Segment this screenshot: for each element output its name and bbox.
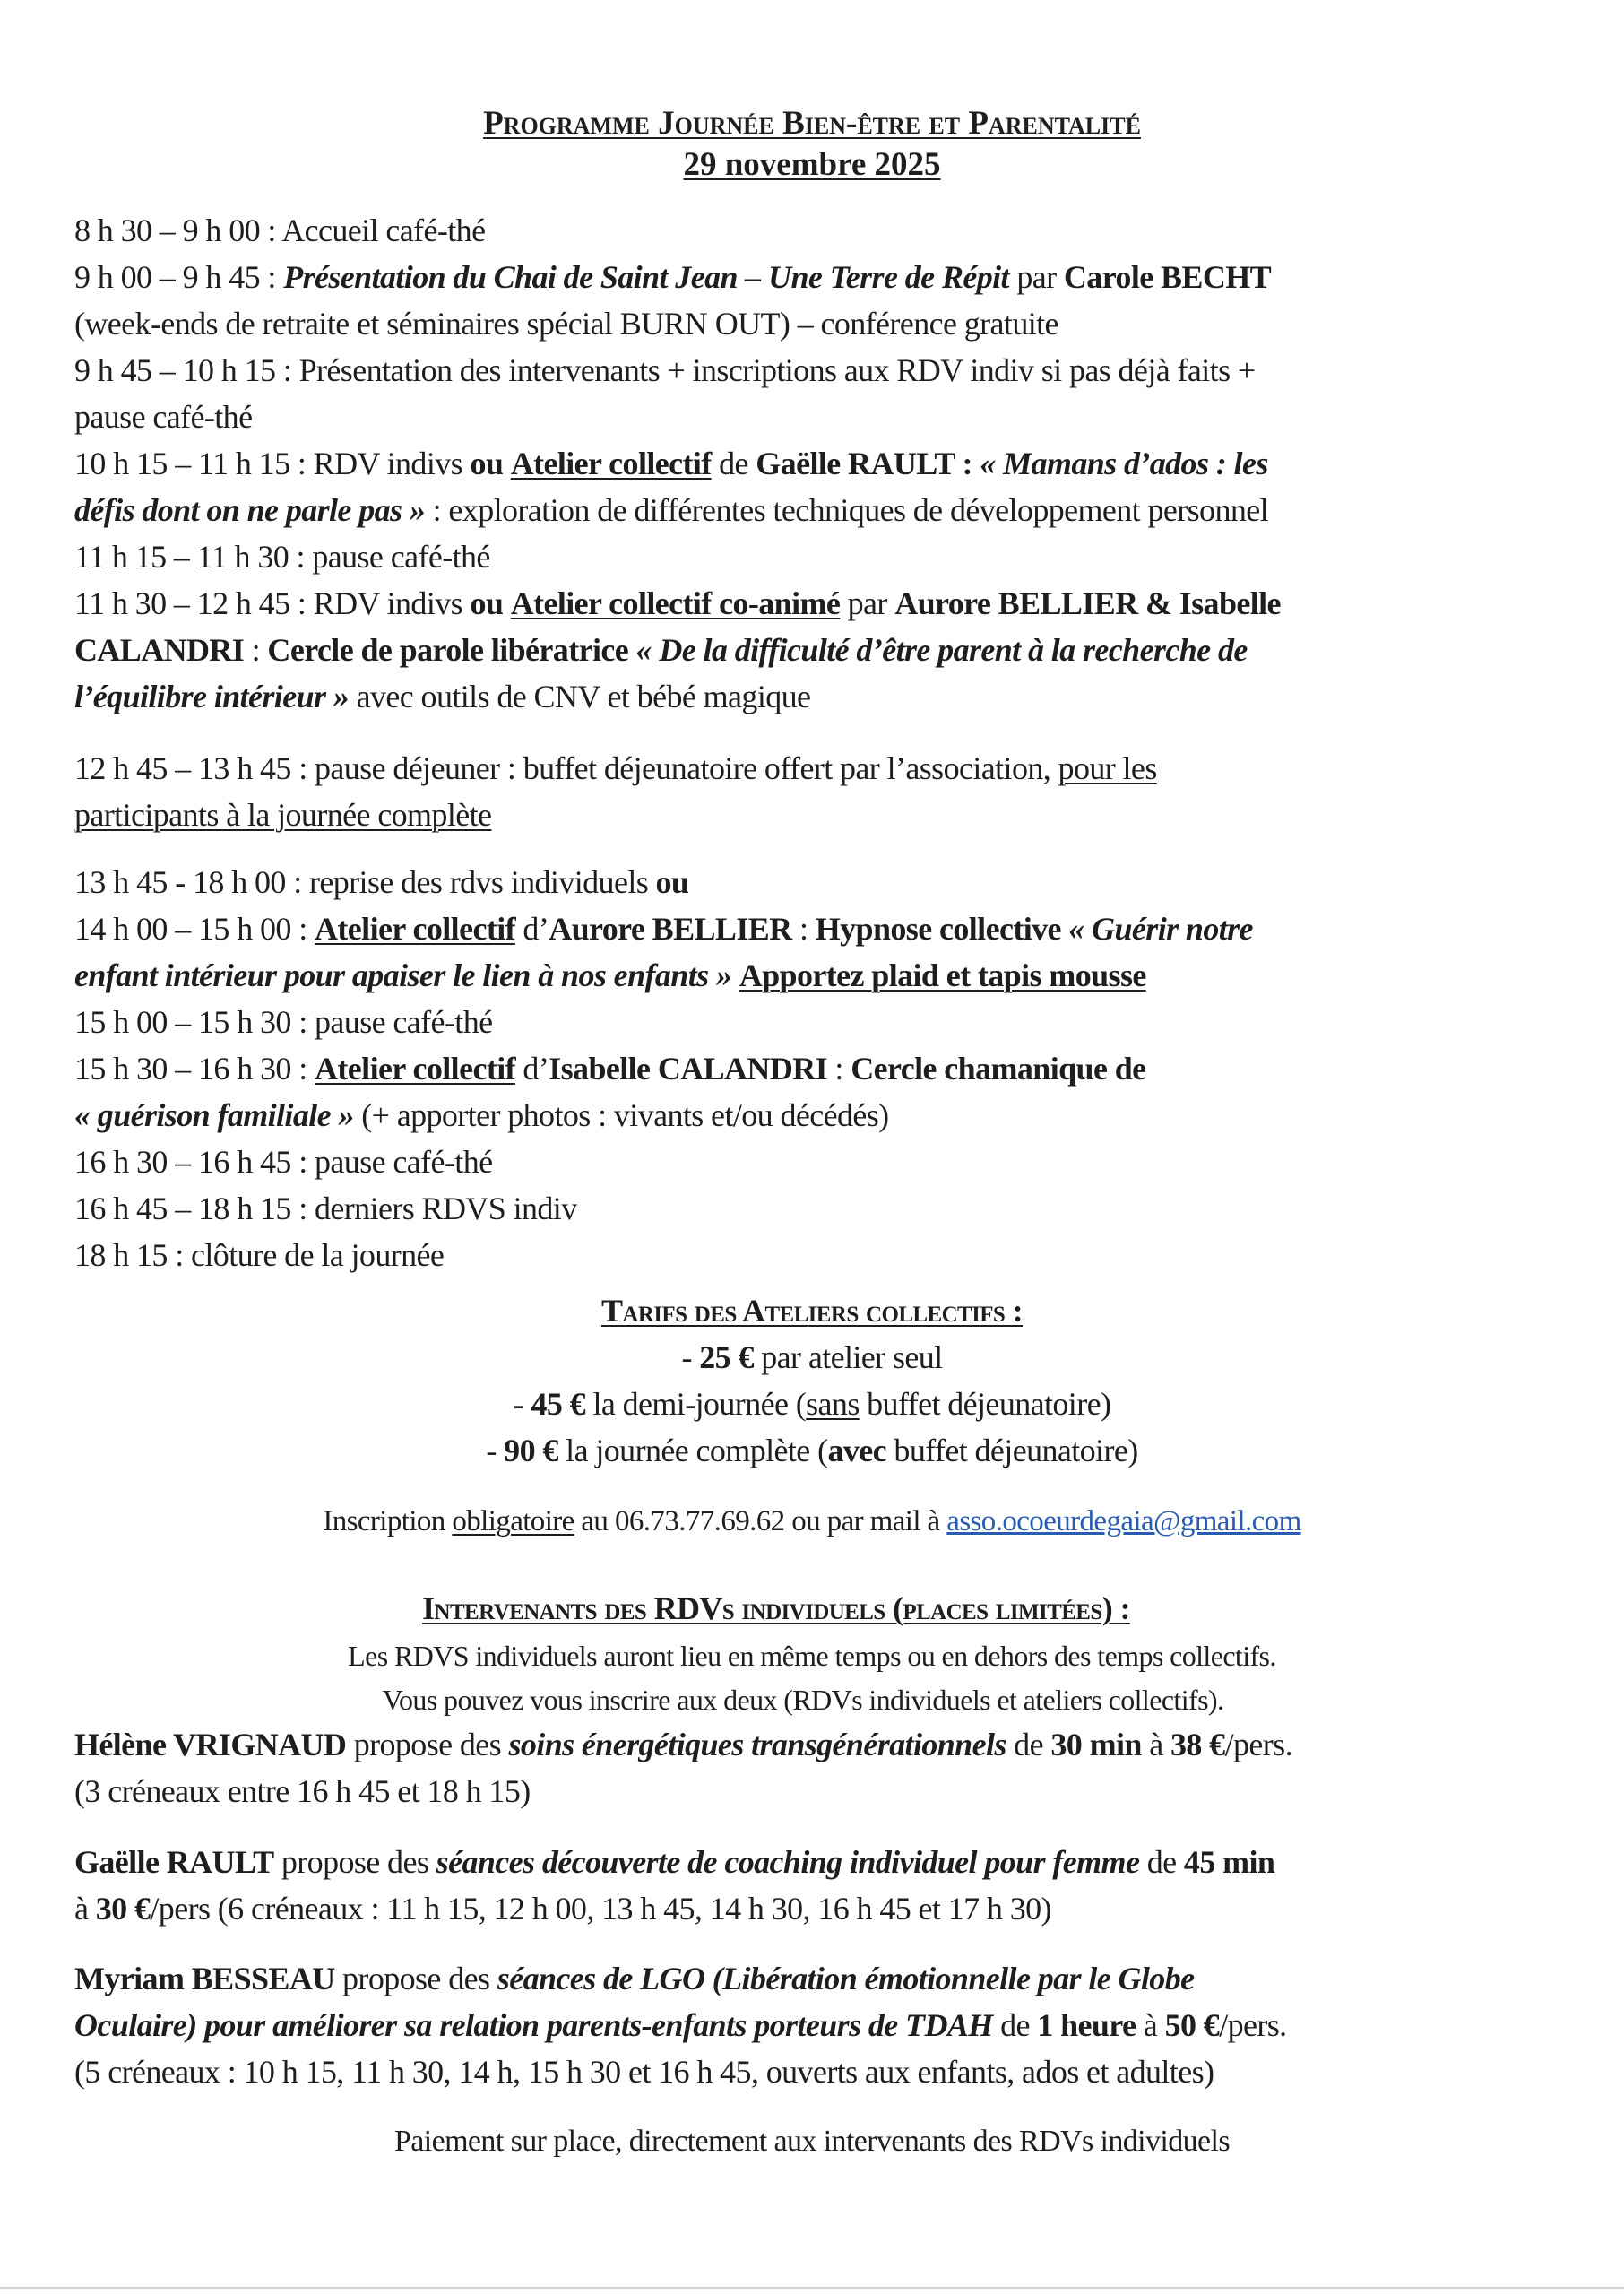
tarif-item xyxy=(0,1384,1624,1424)
connector-ou: ou xyxy=(655,864,689,900)
practitioner-entry-continued xyxy=(74,2005,1464,2045)
activity: pause déjeuner : buffet déjeunatoire offert par l’association, xyxy=(315,750,1058,786)
inscription-text: au 06.73.77.69.62 ou par mail à xyxy=(574,1505,947,1537)
speaker-name: CALANDRI xyxy=(74,632,245,668)
atelier-label: Atelier collectif xyxy=(315,911,516,947)
activity: RDV indivs xyxy=(313,585,471,621)
schedule-item-continued xyxy=(74,795,1464,835)
connector: de xyxy=(711,446,756,481)
duration: 30 min xyxy=(1050,1727,1142,1762)
price: 30 € xyxy=(95,1891,151,1927)
time-slot: 11 h 30 – 12 h 45 : xyxy=(74,585,314,621)
tarif-description: buffet déjeunatoire) xyxy=(886,1433,1138,1468)
practitioner-entry xyxy=(74,1725,1464,1764)
schedule-item xyxy=(74,1049,1464,1088)
tarif-sans: sans xyxy=(806,1386,860,1422)
schedule-item xyxy=(74,444,1464,483)
tarif-item xyxy=(0,1338,1624,1377)
tarifs-heading xyxy=(0,1291,1624,1330)
schedule-item xyxy=(74,1142,1464,1182)
connector-ou: ou xyxy=(470,585,504,621)
payment-note xyxy=(0,2122,1624,2161)
schedule-item-continued xyxy=(74,630,1464,670)
schedule-item xyxy=(74,1002,1464,1042)
tarif-item xyxy=(0,1431,1624,1470)
colon: : xyxy=(791,911,816,947)
slots-text: /pers (6 créneaux : 11 h 15, 12 h 00, 13 h 45, 14 h 30, 16 h 45 et 17 h 30) xyxy=(150,1891,1051,1927)
workshop-title: défis dont on ne parle pas » xyxy=(74,492,426,528)
underlined-note: pour les xyxy=(1058,750,1157,786)
schedule-item xyxy=(74,862,1464,902)
activity: Présentation des intervenants + inscriptions aux RDV indiv si pas déjà faits + xyxy=(298,352,1256,388)
workshop-title: « Mamans d’ados : les xyxy=(980,446,1268,481)
slots-text: (3 créneaux entre 16 h 45 et 18 h 15) xyxy=(74,1773,531,1809)
tarif-description: la journée complète ( xyxy=(557,1433,828,1468)
activity: (+ apporter photos : vivants et/ou décédés) xyxy=(353,1097,889,1133)
connector: par xyxy=(1008,259,1064,295)
schedule-item xyxy=(74,351,1464,390)
space xyxy=(503,585,510,621)
time-slot: 16 h 30 – 16 h 45 : xyxy=(74,1144,315,1180)
offer-title: Oculaire) pour améliorer sa relation parents-enfants porteurs de TDAH xyxy=(74,2007,993,2043)
time-slot: 15 h 30 – 16 h 30 : xyxy=(74,1051,315,1087)
unit: /pers. xyxy=(1224,1727,1292,1762)
workshop-title: « guérison familiale » xyxy=(74,1097,354,1133)
practitioner-entry xyxy=(74,1959,1464,1998)
colon: : xyxy=(244,632,268,668)
activity: RDV indivs xyxy=(313,446,471,481)
speaker-name: Gaëlle RAULT xyxy=(756,446,955,481)
page-title xyxy=(0,104,1624,143)
connector: à xyxy=(1136,2007,1165,2043)
offer-title: soins énergétiques transgénérationnels xyxy=(508,1727,1006,1762)
underlined-note: participants à la journée complète xyxy=(74,797,492,833)
duration: 45 min xyxy=(1183,1844,1275,1880)
date-text: 29 novembre 2025 xyxy=(683,146,941,183)
workshop-title: enfant intérieur pour apaiser le lien à nos enfants » xyxy=(74,957,732,993)
workshop-title: « De la difficulté d’être parent à la recherche de xyxy=(628,632,1248,668)
space xyxy=(731,957,739,993)
activity: (week-ends de retraite et séminaires spécial BURN OUT) – conférence gratuite xyxy=(74,306,1058,342)
time-slot: 11 h 15 – 11 h 30 : xyxy=(74,539,313,575)
note-text: Les RDVS individuels auront lieu en même temps ou en dehors des temps collectifs. xyxy=(348,1640,1276,1672)
atelier-label: Atelier collectif co-animé xyxy=(510,585,841,621)
scan-edge-divider xyxy=(0,2287,1624,2289)
title-text: Programme Journée Bien-être et Parentalité xyxy=(483,105,1141,142)
time-slot: 10 h 15 – 11 h 15 : xyxy=(74,446,314,481)
atelier-label: Atelier collectif xyxy=(315,1051,516,1087)
practitioner-slots xyxy=(74,1771,1464,1811)
dash: - xyxy=(486,1433,505,1468)
activity: reprise des rdvs individuels xyxy=(309,864,656,900)
event-date xyxy=(0,145,1624,185)
tarif-description: buffet déjeunatoire) xyxy=(859,1386,1111,1422)
colon: : xyxy=(827,1051,851,1087)
time-slot: 15 h 00 – 15 h 30 : xyxy=(74,1004,315,1040)
time-slot: 16 h 45 – 18 h 15 : xyxy=(74,1191,315,1226)
bring-items-note: Apportez plaid et tapis mousse xyxy=(739,957,1146,993)
schedule-item xyxy=(74,1235,1464,1275)
price: 90 € xyxy=(504,1433,558,1468)
connector: à xyxy=(74,1891,96,1927)
time-slot: 13 h 45 - 18 h 00 : xyxy=(74,864,309,900)
activity: avec outils de CNV et bébé magique xyxy=(349,679,811,714)
workshop-topic: Hypnose collective xyxy=(815,911,1061,947)
duration: 1 heure xyxy=(1037,2007,1136,2043)
price: 50 € xyxy=(1164,2007,1220,2043)
price: 38 € xyxy=(1170,1727,1225,1762)
inscription-line xyxy=(0,1502,1624,1541)
connector: d’ xyxy=(515,1051,549,1087)
obligatoire-text: obligatoire xyxy=(452,1505,574,1537)
tarifs-heading-text: Tarifs des Ateliers collectifs : xyxy=(600,1293,1023,1329)
speaker-name: Aurore BELLIER & Isabelle xyxy=(894,585,1281,621)
tarif-avec: avec xyxy=(827,1433,887,1468)
talk-title: Présentation du Chai de Saint Jean – Une Terre de Répit xyxy=(283,259,1009,295)
practitioner-slots xyxy=(74,2052,1464,2091)
space xyxy=(503,446,510,481)
schedule-item xyxy=(74,909,1464,948)
schedule-item xyxy=(74,584,1464,623)
payment-text: Paiement sur place, directement aux intervenants des RDVs individuels xyxy=(393,2125,1231,2158)
workshop-title: l’équilibre intérieur » xyxy=(74,679,350,714)
speaker-name: Aurore BELLIER xyxy=(549,911,792,947)
schedule-item xyxy=(74,749,1464,788)
tarif-description: la demi-journée ( xyxy=(585,1386,807,1422)
dash: - xyxy=(513,1386,531,1422)
time-slot: 9 h 45 – 10 h 15 : xyxy=(74,352,299,388)
note-text: Vous pouvez vous inscrire aux deux (RDVs individuels et ateliers collectifs). xyxy=(382,1684,1224,1716)
connector: de xyxy=(1006,1727,1051,1762)
tarif-description: par atelier seul xyxy=(753,1339,943,1375)
schedule-item-continued xyxy=(74,956,1464,995)
schedule-item xyxy=(74,537,1464,576)
time-slot: 12 h 45 – 13 h 45 : xyxy=(74,750,315,786)
workshop-topic: Cercle de parole libératrice xyxy=(267,632,629,668)
activity: pause café-thé xyxy=(312,539,490,575)
workshop-title: « Guérir notre xyxy=(1060,911,1253,947)
schedule-item-continued xyxy=(74,397,1464,437)
practitioner-entry xyxy=(74,1842,1464,1882)
connector: de xyxy=(992,2007,1038,2043)
connector: à xyxy=(1141,1727,1170,1762)
connector: par xyxy=(840,585,895,621)
intervenants-note xyxy=(0,1680,1615,1719)
offer-title: séances de LGO (Libération émotionnelle par le Globe xyxy=(497,1961,1195,1996)
inscription-text: Inscription xyxy=(323,1505,453,1537)
offer-title: séances découverte de coaching individuel pour femme xyxy=(436,1844,1140,1880)
schedule-item-continued xyxy=(74,490,1464,530)
activity: pause café-thé xyxy=(74,399,253,435)
price: 45 € xyxy=(531,1386,586,1422)
practitioner-name: Myriam BESSEAU xyxy=(74,1961,335,1996)
activity: derniers RDVS indiv xyxy=(315,1191,577,1226)
activity: : exploration de différentes techniques de développement personnel xyxy=(425,492,1269,528)
atelier-label: Atelier collectif xyxy=(510,446,712,481)
speaker-name: Carole BECHT xyxy=(1063,259,1272,295)
time-slot: 8 h 30 – 9 h 00 : xyxy=(74,212,282,248)
email-link[interactable]: asso.ocoeurdegaia@gmail.com xyxy=(946,1505,1301,1537)
schedule-item-continued xyxy=(74,1096,1464,1135)
intervenants-heading-text: Intervenants des RDVs individuels (places limitées) : xyxy=(422,1590,1130,1626)
practitioner-slots xyxy=(74,1889,1464,1928)
speaker-name: Isabelle CALANDRI xyxy=(549,1051,828,1087)
price: 25 € xyxy=(699,1339,754,1375)
slots-text: (5 créneaux : 10 h 15, 11 h 30, 14 h, 15 h 30 et 16 h 45, ouverts aux enfants, ados et adultes) xyxy=(74,2054,1214,2090)
schedule-item-continued xyxy=(74,677,1464,716)
connector: d’ xyxy=(515,911,549,947)
connector: propose des xyxy=(273,1844,436,1880)
time-slot: 9 h 00 – 9 h 45 : xyxy=(74,259,284,295)
connector-ou: ou xyxy=(470,446,504,481)
unit: /pers. xyxy=(1219,2007,1287,2043)
intervenants-heading xyxy=(0,1589,1588,1628)
activity: clôture de la journée xyxy=(191,1237,445,1273)
time-slot: 14 h 00 – 15 h 00 : xyxy=(74,911,315,947)
schedule-item xyxy=(74,211,1464,250)
connector: de xyxy=(1139,1844,1184,1880)
time-slot: 18 h 15 : xyxy=(74,1237,192,1273)
schedule-item-continued xyxy=(74,304,1464,343)
activity: pause café-thé xyxy=(315,1004,493,1040)
activity: pause café-thé xyxy=(315,1144,493,1180)
connector: propose des xyxy=(334,1961,497,1996)
colon: : xyxy=(955,446,980,481)
dash: - xyxy=(681,1339,700,1375)
connector: propose des xyxy=(346,1727,509,1762)
practitioner-name: Gaëlle RAULT xyxy=(74,1844,274,1880)
workshop-topic: Cercle chamanique de xyxy=(851,1051,1146,1087)
intervenants-note xyxy=(0,1636,1624,1676)
practitioner-name: Hélène VRIGNAUD xyxy=(74,1727,347,1762)
activity: Accueil café-thé xyxy=(281,212,486,248)
schedule-item xyxy=(74,257,1464,297)
schedule-item xyxy=(74,1189,1464,1228)
